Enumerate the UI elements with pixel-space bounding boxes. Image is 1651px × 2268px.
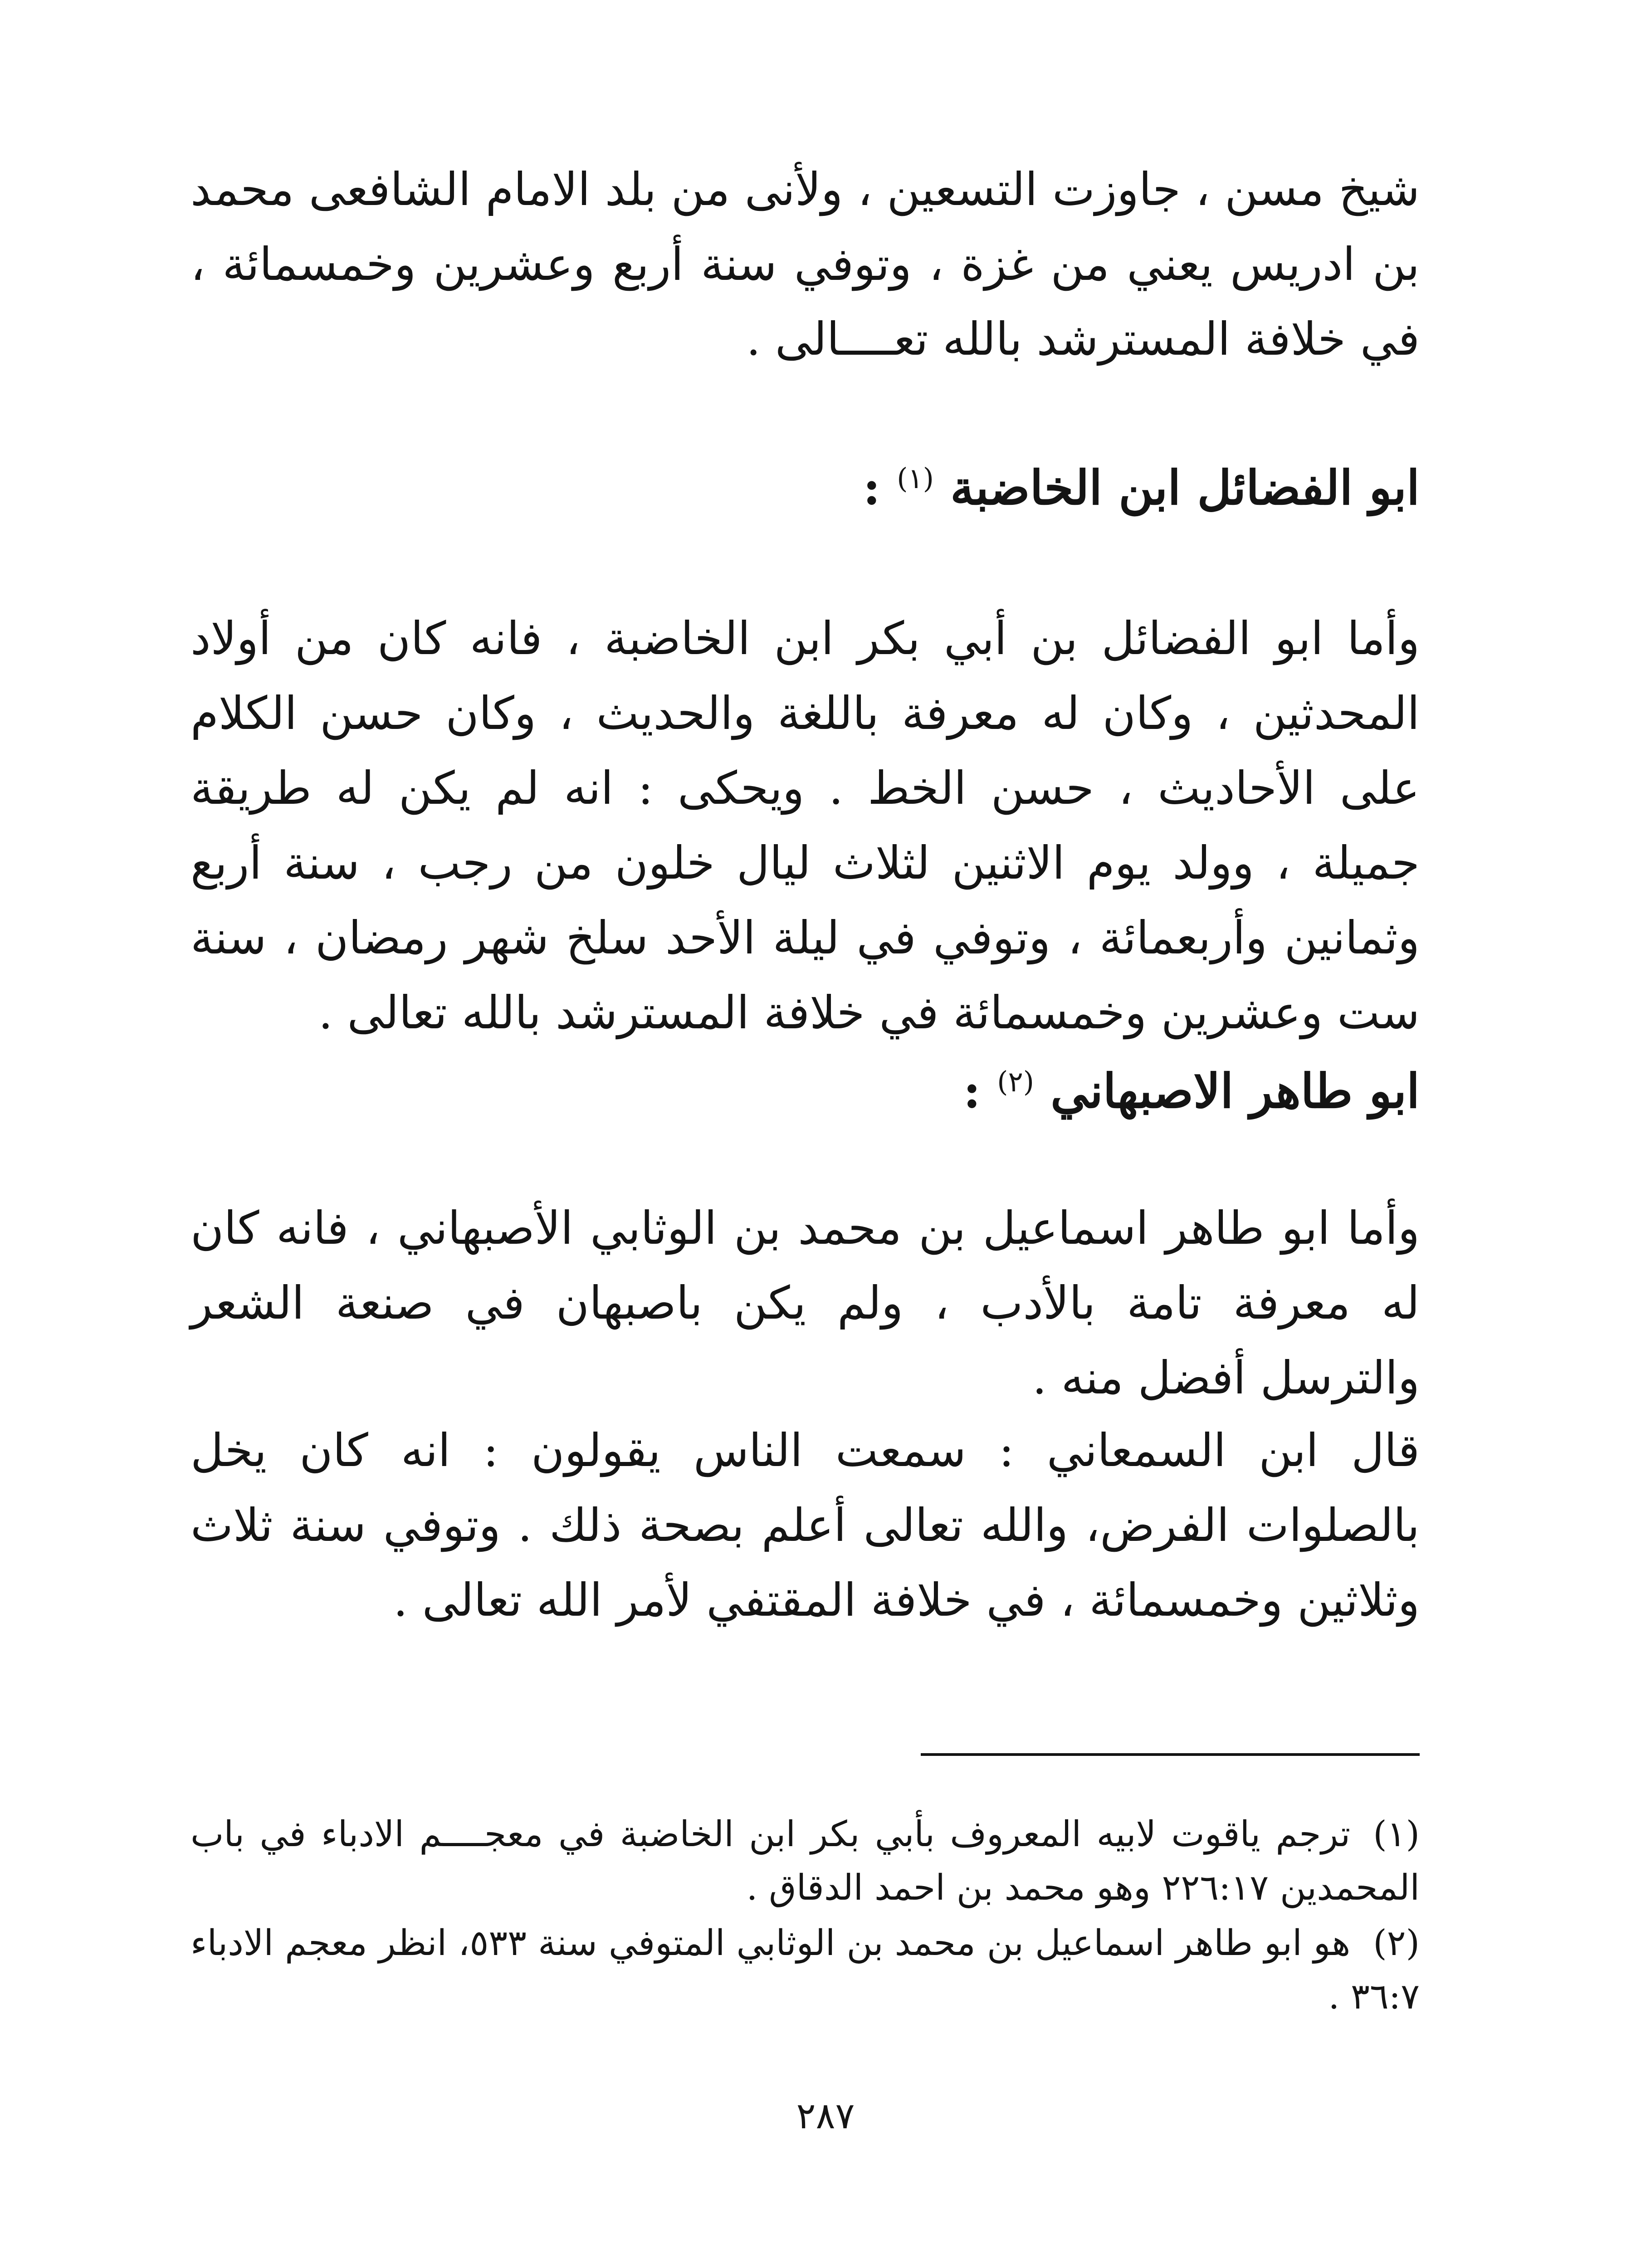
paragraph-1: شيخ مسن ، جاوزت التسعين ، ولأنى من بلد الامام الشافعى محمد بن ادريس يعني من غزة ، وتوفي سنة أربع وعشرين وخمسمائة ، في خلافة المسترشد بالله تعــــالى . — [190, 163, 1420, 366]
heading-ibn-al-khadiba — [190, 442, 1420, 524]
footnote-number: (٢) — [1373, 1923, 1420, 1964]
heading-colon: : — [963, 1063, 981, 1119]
paragraph-3: وأما ابو طاهر اسماعيل بن محمد بن الوثابي الأصبهاني ، فانه كان له معرفة تامة بالأدب ، ولم يكن باصبهان في صنعة الشعر والترسل أفضل منه . — [190, 1202, 1420, 1404]
page-number: ٢٨٧ — [796, 2095, 855, 2137]
footnote-text: هو ابو طاهر اسماعيل بن محمد بن الوثابي المتوفي سنة ٥٣٣، انظر معجم الادباء ٣٦:٧ . — [190, 1923, 1420, 2017]
paragraph-2: وأما ابو الفضائل بن أبي بكر ابن الخاضبة ، فانه كان من أولاد المحدثين ، وكان له معرفة باللغة والحديث ، وكان حسن الكلام على الأحاديث ، حسن الخط . ويحكى : انه لم يكن له طريقة جميلة ، وولد يوم الاثنين لثلاث ليال خلون من رجب ، سنة أربع وثمانين وأربعمائة ، وتوفي في ليلة الأحد سلخ شهر رمضان ، سنة ست وعشرين وخمسمائة في خلافة المسترشد بالله تعالى . — [190, 612, 1420, 1039]
heading-abu-tahir — [190, 1046, 1420, 1128]
footnote-2 — [190, 1916, 1420, 2024]
footnote-ref-1[interactable]: (١) — [897, 462, 934, 495]
heading-title: ابو طاهر الاصبهاني — [1050, 1063, 1420, 1119]
footnote-ref-2[interactable]: (٢) — [997, 1065, 1034, 1098]
footnote-text: ترجم ياقوت لابيه المعروف بأبي بكر ابن الخاضبة في معجــــم الادباء في باب المحمدين ٢٢٦:١٧ وهو محمد بن احمد الدقاق . — [190, 1814, 1420, 1908]
heading-title: ابو الفضائل ابن الخاضبة — [950, 459, 1420, 516]
footnote-number: (١) — [1373, 1814, 1420, 1855]
footnote-1 — [190, 1808, 1420, 1915]
paragraph-4: قال ابن السمعاني : سمعت الناس يقولون : انه كان يخل بالصلوات الفرض، والله تعالى أعلم بصحة ذلك . وتوفي سنة ثلاث وثلاثين وخمسمائة ، في خلافة المقتفي لأمر الله تعالى . — [190, 1424, 1420, 1627]
heading-colon: : — [863, 459, 881, 516]
footnote-separator — [921, 1753, 1420, 1756]
